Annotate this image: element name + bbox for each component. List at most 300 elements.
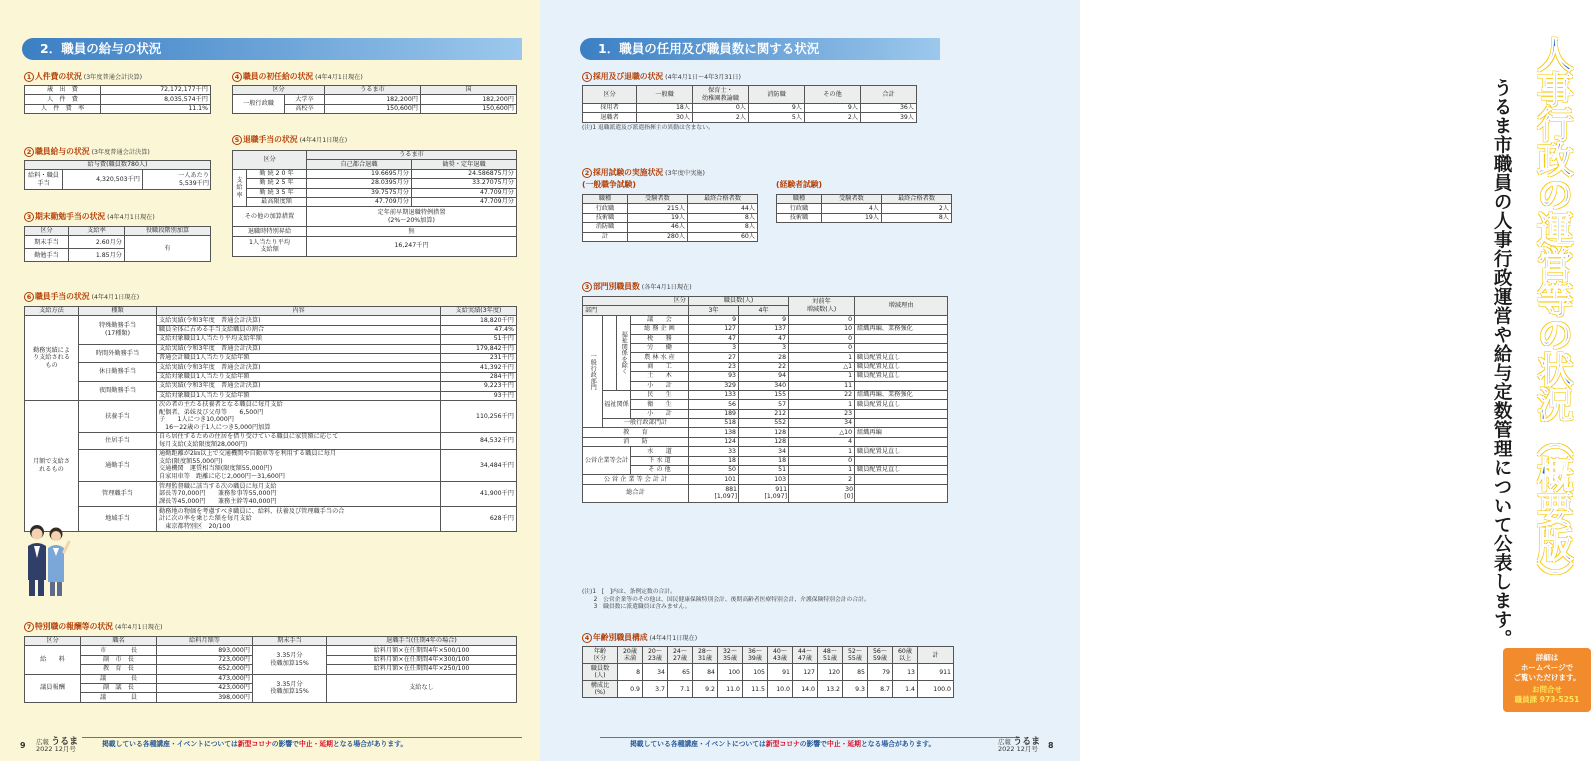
table-cell: 役職段階別加算 bbox=[125, 227, 211, 236]
table-cell: 人 件 費 bbox=[25, 95, 101, 104]
table-cell: 56 bbox=[689, 400, 739, 409]
table-cell: 勤 続 2 0 年 bbox=[247, 169, 307, 178]
section-title-salary: 2 職員給与の状況 (3年度普通会計決算) bbox=[24, 147, 150, 157]
table-cell: 最高限度額 bbox=[247, 197, 307, 206]
section-title-hiring: 1 採用及び退職の状況 (4年4月1日〜4年3月31日) bbox=[582, 72, 741, 82]
table-cell: 定年前早期退職特例措置 (2%〜20%加算) bbox=[307, 207, 517, 227]
table-cell: 1 bbox=[789, 447, 855, 456]
table-cell: 11.0 bbox=[718, 681, 743, 698]
table-row bbox=[583, 400, 948, 409]
table-cell: 3.35月分 役職加算15% bbox=[253, 646, 327, 674]
table-cell: 内容 bbox=[157, 307, 441, 316]
table-cell: 職員配置見直し bbox=[855, 400, 948, 409]
table-cell: 教 育 bbox=[583, 428, 689, 437]
table-cell: 128 bbox=[739, 428, 789, 437]
table-cell: 881 [1,097] bbox=[689, 484, 739, 502]
table-cell: うるま市 bbox=[325, 86, 421, 95]
table-cell: 47.4% bbox=[441, 325, 517, 334]
table-cell: 区分 bbox=[25, 227, 69, 236]
table-cell: 28 bbox=[739, 353, 789, 362]
table-row bbox=[583, 113, 917, 122]
table-row bbox=[583, 213, 758, 222]
table-cell bbox=[855, 315, 948, 324]
table-cell: 下 水 道 bbox=[631, 456, 689, 465]
table-cell: 無 bbox=[307, 227, 517, 236]
table-cell: 職員配置見直し bbox=[855, 362, 948, 371]
table-cell: 組織再編 bbox=[855, 428, 948, 437]
table-cell: 18人 bbox=[637, 104, 693, 113]
table-cell: 11.5 bbox=[743, 681, 768, 698]
table-cell: 3 bbox=[689, 343, 739, 352]
table-cell: 職員全体に占める手当支給職員の割合 bbox=[157, 325, 441, 334]
table-cell: 84 bbox=[693, 664, 718, 681]
table-cell: 職種 bbox=[777, 195, 822, 204]
table-cell: 総 務 企 画 bbox=[631, 325, 689, 334]
table-cell: 120 bbox=[818, 664, 843, 681]
table-cell bbox=[855, 456, 948, 465]
dept-staff-table bbox=[582, 296, 948, 503]
table-cell: 1.85月分 bbox=[69, 249, 125, 262]
table-cell: 退職者 bbox=[583, 113, 637, 122]
table-cell: 9,223千円 bbox=[441, 382, 517, 391]
table-cell: 212 bbox=[739, 409, 789, 418]
table-cell: 1 bbox=[789, 372, 855, 381]
table-cell: 給料月額×在任期間4年×250/100 bbox=[327, 665, 517, 674]
table-cell: 47.709月分 bbox=[412, 197, 517, 206]
table-cell: 1 bbox=[789, 353, 855, 362]
table-cell bbox=[855, 334, 948, 343]
table-cell: 215人 bbox=[628, 204, 688, 213]
page-number-left: 9 bbox=[20, 741, 26, 750]
table-cell: 構成比 (%) bbox=[583, 681, 618, 698]
table-cell bbox=[855, 437, 948, 446]
table-cell: 28.0395月分 bbox=[307, 179, 412, 188]
table-cell: 支給実績(令和3年度 普通会計決算) bbox=[157, 382, 441, 391]
table-cell: 150,600円 bbox=[421, 104, 517, 113]
table-cell: 93千円 bbox=[441, 391, 517, 400]
table-cell: 65 bbox=[668, 664, 693, 681]
table-cell: 商 工 bbox=[631, 362, 689, 371]
table-cell: 職員配置見直し bbox=[855, 466, 948, 475]
table-cell: 893,000円 bbox=[157, 646, 253, 655]
table-cell: 93 bbox=[689, 372, 739, 381]
table-cell: 次の者の主たる扶養者となる職員に毎月支給 配偶者、弟妹及び父母等 6,500円 子 1人につき10,000円 16〜22歳の子1人につき5,000円加算 bbox=[157, 400, 441, 432]
table-row bbox=[583, 437, 948, 446]
table-cell: 23 bbox=[789, 409, 855, 418]
table-cell: 水 道 bbox=[631, 447, 689, 456]
table-cell: 2人 bbox=[693, 113, 749, 122]
table-cell: 40〜 43歳 bbox=[768, 647, 793, 664]
table-cell: 公営企業等会計 bbox=[583, 447, 631, 475]
table-cell: 期末手当 bbox=[25, 236, 69, 249]
table-cell: 56〜 59歳 bbox=[868, 647, 893, 664]
page-number-right: 8 bbox=[1048, 741, 1054, 750]
age-table bbox=[582, 646, 954, 698]
table-row bbox=[583, 223, 758, 232]
table-cell: 民 生 bbox=[631, 390, 689, 399]
table-cell: 給料月額×在任期間4年×300/100 bbox=[327, 655, 517, 664]
section-title-starting-salary: 4 職員の初任給の状況 (4年4月1日現在) bbox=[232, 72, 363, 82]
table-cell: 11 bbox=[789, 381, 855, 390]
table-row bbox=[583, 204, 758, 213]
table-row bbox=[25, 104, 211, 113]
table-cell: 101 bbox=[689, 475, 739, 484]
table-cell: 一人あたり 5,539千円 bbox=[143, 170, 211, 190]
table-cell: 合計 bbox=[861, 86, 917, 104]
table-row bbox=[583, 232, 758, 241]
table-row bbox=[583, 419, 948, 428]
table-cell: 72,172,177千円 bbox=[101, 86, 211, 95]
table-cell: 夜間勤務手当 bbox=[79, 382, 157, 401]
table-cell: 一般職 bbox=[637, 86, 693, 104]
table-cell: 種類 bbox=[79, 307, 157, 316]
table-cell: 51 bbox=[739, 466, 789, 475]
table-cell: 給与費(職員数780人) bbox=[25, 161, 211, 170]
table-cell: 支給実績(令和3年度 普通会計決算) bbox=[157, 316, 441, 325]
table-cell: 消防職 bbox=[583, 223, 628, 232]
table-cell: 231千円 bbox=[441, 353, 517, 362]
table-cell: 0 bbox=[789, 343, 855, 352]
table-cell: 通勤手当 bbox=[79, 449, 157, 481]
table-cell: 税 務 bbox=[631, 334, 689, 343]
hiring-table bbox=[582, 85, 917, 123]
table-cell: 138 bbox=[689, 428, 739, 437]
exam-experienced-table bbox=[776, 194, 952, 223]
table-cell: 9人 bbox=[749, 104, 805, 113]
table-cell: 職種 bbox=[583, 195, 628, 204]
table-cell: 182,200円 bbox=[421, 95, 517, 104]
table-cell: 33.27075月分 bbox=[412, 179, 517, 188]
table-row bbox=[583, 456, 948, 465]
table-cell: 911 bbox=[918, 664, 954, 681]
table-cell: 22 bbox=[789, 390, 855, 399]
bonus-table bbox=[24, 226, 211, 262]
table-cell: 628千円 bbox=[441, 506, 517, 531]
table-cell: 18 bbox=[739, 456, 789, 465]
table-cell: 議 員 bbox=[81, 693, 157, 702]
table-cell: 8 bbox=[618, 664, 643, 681]
staff-illustration bbox=[22, 518, 70, 600]
table-cell: 人 件 費 率 bbox=[25, 104, 101, 113]
table-cell: 1 bbox=[789, 400, 855, 409]
table-row bbox=[583, 466, 948, 475]
table-row bbox=[583, 381, 948, 390]
table-cell: 特殊勤務手当 (17種類) bbox=[79, 316, 157, 344]
section-title-exam: 2 採用試験の実施状況 (3年度中実施) bbox=[582, 168, 705, 178]
table-cell: 職名 bbox=[81, 637, 157, 646]
table-cell: 398,000円 bbox=[157, 693, 253, 702]
table-cell: 技術職 bbox=[777, 213, 822, 222]
table-cell: 60歳 以上 bbox=[893, 647, 918, 664]
table-cell: 大学卒 bbox=[285, 95, 325, 104]
table-cell: 年齢 区分 bbox=[583, 647, 618, 664]
table-cell: 9人 bbox=[805, 104, 861, 113]
table-cell: 対前年 増減数(人) bbox=[789, 297, 855, 316]
table-cell: 27 bbox=[689, 353, 739, 362]
table-cell: その他 bbox=[805, 86, 861, 104]
table-cell: 給料月額等 bbox=[157, 637, 253, 646]
table-cell: 16,247千円 bbox=[307, 236, 517, 256]
table-cell: 高校卒 bbox=[285, 104, 325, 113]
table-cell: 期末手当 bbox=[253, 637, 327, 646]
table-cell: 勤務実績によ り支給される もの bbox=[25, 316, 79, 401]
table-cell: 36人 bbox=[861, 104, 917, 113]
table-cell: 14.0 bbox=[793, 681, 818, 698]
table-cell: 24〜 27歳 bbox=[668, 647, 693, 664]
table-cell: 2人 bbox=[882, 204, 952, 213]
table-cell: 退職時特別昇給 bbox=[233, 227, 307, 236]
table-cell: 518 bbox=[689, 419, 739, 428]
table-cell: 組織再編、業務強化 bbox=[855, 325, 948, 334]
table-cell: 2.60月分 bbox=[69, 236, 125, 249]
table-cell: 10.0 bbox=[768, 681, 793, 698]
right-page-header: 1．職員の任用及び職員数に関する状況 bbox=[580, 38, 940, 60]
table-row bbox=[25, 86, 211, 95]
table-cell: 公 営 企 業 等 会 計 計 bbox=[583, 475, 689, 484]
table-cell: 8人 bbox=[688, 223, 758, 232]
table-cell: 勤 続 2 5 年 bbox=[247, 179, 307, 188]
salary-table bbox=[24, 160, 211, 190]
table-cell: 議 会 bbox=[631, 315, 689, 324]
table-cell: 20歳 未満 bbox=[618, 647, 643, 664]
table-cell: 34,484千円 bbox=[441, 449, 517, 481]
table-cell bbox=[855, 381, 948, 390]
table-cell: 一般行政職 bbox=[233, 95, 285, 114]
table-row bbox=[777, 213, 952, 222]
table-cell: 歳 出 費 bbox=[25, 86, 101, 95]
section-title-dept-staff: 3 部門別職員数 (各年4月1日現在) bbox=[582, 282, 692, 292]
table-cell: 423,000円 bbox=[157, 683, 253, 692]
section-title-allowances: 6 職員手当の状況 (4年4月1日現在) bbox=[24, 292, 139, 302]
table-cell: 100 bbox=[718, 664, 743, 681]
table-cell: 区分 bbox=[233, 86, 325, 95]
table-cell: 職員配置見直し bbox=[855, 353, 948, 362]
table-cell: 勤務地の物価を考慮すべき職員に、給料、扶養及び管理職手当の合 計に次の率を乗じた額を毎月支給 東京都特別区 20/100 bbox=[157, 506, 441, 531]
table-cell: 行政職 bbox=[777, 204, 822, 213]
table-cell: 副 市 長 bbox=[81, 655, 157, 664]
table-cell: 46人 bbox=[628, 223, 688, 232]
table-cell: 44〜 47歳 bbox=[793, 647, 818, 664]
table-cell: 職員数(人) bbox=[689, 297, 789, 306]
table-row bbox=[583, 409, 948, 418]
table-cell: 受験者数 bbox=[628, 195, 688, 204]
table-cell: 2人 bbox=[805, 113, 861, 122]
table-cell: 支給方法 bbox=[25, 307, 79, 316]
table-cell: 勧奨・定年退職 bbox=[412, 160, 517, 169]
table-cell: 105 bbox=[743, 664, 768, 681]
table-row bbox=[583, 372, 948, 381]
table-cell: 議員報酬 bbox=[25, 674, 81, 702]
table-cell: 127 bbox=[689, 325, 739, 334]
section-title-special-staff: 7 特別職の報酬等の状況 (4年4月1日現在) bbox=[24, 622, 163, 632]
magazine-logo-right: 広報 うるま 2022 12月号 bbox=[998, 737, 1041, 753]
table-cell: 最終合格者数 bbox=[688, 195, 758, 204]
main-title: 人事行政の運営等の状況（概要版） bbox=[1531, 36, 1573, 596]
table-cell: 教 育 長 bbox=[81, 665, 157, 674]
table-cell: 扶養手当 bbox=[79, 400, 157, 432]
table-cell: 時間外勤務手当 bbox=[79, 344, 157, 363]
table-cell: 13 bbox=[893, 664, 918, 681]
contact-badge: 詳細は ホームページで ご覧いただけます。 お問合せ 職員課 973-5251 bbox=[1503, 648, 1591, 712]
table-cell: 18,820千円 bbox=[441, 316, 517, 325]
table-cell: 有 bbox=[125, 236, 211, 262]
table-cell: 340 bbox=[739, 381, 789, 390]
table-cell: 5人 bbox=[749, 113, 805, 122]
allowances-table bbox=[24, 306, 517, 532]
table-cell: 国 bbox=[421, 86, 517, 95]
table-cell: 34 bbox=[739, 447, 789, 456]
table-cell: 支給対象職員1人当たり支給年額 bbox=[157, 391, 441, 400]
table-cell: 総合計 bbox=[583, 484, 689, 502]
special-staff-table bbox=[24, 636, 517, 703]
table-cell: 給料・職員手当 bbox=[25, 170, 63, 190]
table-cell: 区分 bbox=[233, 151, 307, 170]
table-cell: 3年 bbox=[689, 306, 739, 315]
table-cell: 3.35月分 役職加算15% bbox=[253, 674, 327, 702]
table-cell: 技術職 bbox=[583, 213, 628, 222]
table-cell: 自ら居住するための住居を借り受けている職員に家賃額に応じて 毎月支給(支給限度額28,000円) bbox=[157, 432, 441, 449]
table-cell: 副 議 長 bbox=[81, 683, 157, 692]
table-cell: 19人 bbox=[822, 213, 882, 222]
table-cell: 47 bbox=[689, 334, 739, 343]
dept-staff-notes: (注)1 [ ]内は、条例定数の合計。 2 公営企業等のその他は、国民健康保険特別会計、後期高齢者医療特別会計、介護保険特別会計の合計。 3 職員数に派遣職員は含みません。 bbox=[582, 589, 870, 611]
table-cell: 0人 bbox=[693, 104, 749, 113]
table-cell: 911 [1,097] bbox=[739, 484, 789, 502]
table-cell: 衛 生 bbox=[631, 400, 689, 409]
table-row bbox=[583, 447, 948, 456]
table-cell: 19人 bbox=[628, 213, 688, 222]
table-row bbox=[583, 647, 954, 664]
table-cell: 100.0 bbox=[918, 681, 954, 698]
table-cell: 57 bbox=[739, 400, 789, 409]
table-cell: 28〜 31歳 bbox=[693, 647, 718, 664]
table-cell: 13.2 bbox=[818, 681, 843, 698]
table-cell: 189 bbox=[689, 409, 739, 418]
section-title-retirement: 5 退職手当の状況 (4年4月1日現在) bbox=[232, 135, 347, 145]
table-cell: 11.1% bbox=[101, 104, 211, 113]
table-row bbox=[583, 343, 948, 352]
table-cell: 39人 bbox=[861, 113, 917, 122]
table-cell: 2 bbox=[789, 475, 855, 484]
table-row bbox=[583, 664, 954, 681]
table-cell: 22 bbox=[739, 362, 789, 371]
table-cell: 職員配置見直し bbox=[855, 372, 948, 381]
table-cell: 48〜 51歳 bbox=[818, 647, 843, 664]
table-cell: 地域手当 bbox=[79, 506, 157, 531]
table-cell: 消 防 bbox=[583, 437, 689, 446]
table-cell: 月額で支給さ れるもの bbox=[25, 400, 79, 531]
table-cell: 473,000円 bbox=[157, 674, 253, 683]
table-cell: 土 木 bbox=[631, 372, 689, 381]
table-row bbox=[777, 204, 952, 213]
table-cell: 消防職 bbox=[749, 86, 805, 104]
table-cell: 小 計 bbox=[631, 381, 689, 390]
table-cell: 4,320,503千円 bbox=[63, 170, 143, 190]
table-cell: 47.709月分 bbox=[307, 197, 412, 206]
table-cell: 552 bbox=[739, 419, 789, 428]
table-cell: 33 bbox=[689, 447, 739, 456]
table-cell: 普通会計職員1人当たり支給年額 bbox=[157, 353, 441, 362]
table-cell: 47.709月分 bbox=[412, 188, 517, 197]
table-cell: 3.7 bbox=[643, 681, 668, 698]
table-cell: 18 bbox=[689, 456, 739, 465]
table-cell: 小 計 bbox=[631, 409, 689, 418]
table-cell bbox=[855, 484, 948, 502]
table-cell bbox=[855, 343, 948, 352]
table-cell: 自己都合退職 bbox=[307, 160, 412, 169]
table-row bbox=[583, 325, 948, 334]
table-cell: 110,256千円 bbox=[441, 400, 517, 432]
table-cell: 8人 bbox=[688, 213, 758, 222]
table-cell: 127 bbox=[793, 664, 818, 681]
table-cell: 1人当たり平均 支給額 bbox=[233, 236, 307, 256]
table-cell: 部門 bbox=[583, 306, 689, 315]
labor-cost-table bbox=[24, 85, 211, 114]
table-cell: 支給実績(令和3年度 普通会計決算) bbox=[157, 344, 441, 353]
table-cell: 4 bbox=[789, 437, 855, 446]
table-cell: 0.9 bbox=[618, 681, 643, 698]
table-cell bbox=[603, 315, 617, 390]
table-cell: 9 bbox=[739, 315, 789, 324]
table-cell: 8人 bbox=[882, 213, 952, 222]
table-cell: 支給なし bbox=[327, 674, 517, 702]
table-cell: 723,000円 bbox=[157, 655, 253, 664]
footer-notice-right: 掲載している各種講座・イベントについては新型コロナの影響で中止・延期となる場合があります。 bbox=[600, 737, 1020, 751]
table-cell: 最終合格者数 bbox=[882, 195, 952, 204]
left-page bbox=[0, 0, 540, 761]
table-cell: 329 bbox=[689, 381, 739, 390]
starting-salary-table bbox=[232, 85, 517, 114]
exam-general-table bbox=[582, 194, 758, 242]
hiring-note: (注)1 退職派遣及び派遣指揮主の異動は含まない。 bbox=[582, 125, 714, 131]
table-cell: 1 bbox=[789, 466, 855, 475]
table-cell: 155 bbox=[739, 390, 789, 399]
table-cell: 福祉関係 bbox=[603, 390, 631, 418]
table-cell: 採用者 bbox=[583, 104, 637, 113]
section-title-age: 4 年齢別職員構成 (4年4月1日現在) bbox=[582, 633, 697, 643]
table-row bbox=[583, 428, 948, 437]
table-row bbox=[583, 104, 917, 113]
table-cell: 0 bbox=[789, 334, 855, 343]
table-cell: 3 bbox=[739, 343, 789, 352]
table-cell: 0 bbox=[789, 456, 855, 465]
table-cell: 91 bbox=[768, 664, 793, 681]
table-cell: 41,392千円 bbox=[441, 363, 517, 372]
table-cell: △10 bbox=[789, 428, 855, 437]
table-cell: 4人 bbox=[822, 204, 882, 213]
table-cell: 179,842千円 bbox=[441, 344, 517, 353]
table-cell: 計 bbox=[918, 647, 954, 664]
table-cell: 一般行政部門計 bbox=[603, 419, 689, 428]
table-cell: 組織再編、業務強化 bbox=[855, 390, 948, 399]
table-cell: 652,000円 bbox=[157, 665, 253, 674]
table-cell: 管理監督職に該当する次の職員に毎月支給 部長等70,000円 兼務参事等55,000円 課長等45,000円 兼務主幹等40,000円 bbox=[157, 481, 441, 506]
table-cell: 区分 bbox=[25, 637, 81, 646]
table-row bbox=[25, 95, 211, 104]
table-cell: 41,900千円 bbox=[441, 481, 517, 506]
table-cell: 32〜 35歳 bbox=[718, 647, 743, 664]
table-cell: 退職手当(任期4年の場合) bbox=[327, 637, 517, 646]
table-cell: 行政職 bbox=[583, 204, 628, 213]
table-cell: 44人 bbox=[688, 204, 758, 213]
table-cell: 勤勉手当 bbox=[25, 249, 69, 262]
table-cell: 増減理由 bbox=[855, 297, 948, 316]
table-cell: 区分 bbox=[583, 86, 637, 104]
table-cell: 給料月額×在任期間4年×500/100 bbox=[327, 646, 517, 655]
table-cell: 94 bbox=[739, 372, 789, 381]
section-title-labor-cost: 1 人件費の状況 (3年度普通会計決算) bbox=[24, 72, 142, 82]
table-cell: 150,600円 bbox=[325, 104, 421, 113]
